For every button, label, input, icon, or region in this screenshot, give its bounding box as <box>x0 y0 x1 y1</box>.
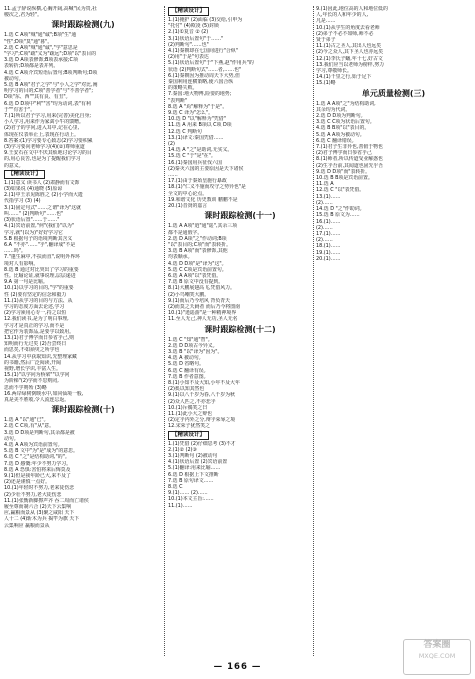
answer-line: 10.(1)年轻时不努力,老来徒伤悲 <box>4 485 75 492</box>
answer-line: 人,年长的人和年少的人, <box>316 12 369 19</box>
answer-line: 9.A 第一句是比喻。 <box>4 279 48 286</box>
answer-line: (3)如果说 (4)通晓 (5)原谅 <box>4 186 63 193</box>
answer-line: (2)君子博学而日参省乎己 <box>316 150 372 157</box>
answer-line: 的书籍,然后广泛阅读,开阔 <box>4 359 61 366</box>
answer-line: 贤于弟子 <box>316 37 336 44</box>
answer-line: 体现在仪表举止上,表现在行动上。 <box>4 131 79 138</box>
answer-line: 17.(1)…… <box>316 230 341 237</box>
answer-line: (3)学习要向老师学习(4)(②)尊师重道 <box>4 144 85 151</box>
answer-line: 6.选 C "之"是结构助词,"的"。 <box>4 454 70 461</box>
answer-line: 8.答案:(1)学习要专心致志(2)学习要积累 <box>4 137 93 144</box>
answer-line: 3.选 C C项为状语后置句。 <box>316 119 375 126</box>
answer-line: 19.和谐文化 历史教训 鹏鹏不是 <box>168 196 238 203</box>
answer-line: 7.秦国:地大物博,险要的地势; <box>168 91 232 98</box>
answer-line: 代指学习 (3) (4) <box>4 198 41 205</box>
answer-line: 12.(1)李氏子蟠,年十七,好古文 <box>316 55 383 62</box>
answer-line: "学习";C项"疏"义为"疏远";D项"以"表目的 <box>4 51 97 58</box>
answer-line: 5.选 D 省略句。 <box>168 361 204 368</box>
section-title: 课时跟踪检测(十一) <box>204 211 276 221</box>
answer-line: 1.选 A "以"通"已"。 <box>4 417 49 424</box>
answer-line: 12.选 C 判断句 <box>168 128 202 135</box>
answer-line: 秦国利用连横策略,使六国合纵 <box>168 79 234 86</box>
answer-line: 2.选 C C项,有"从"意。 <box>4 423 55 430</box>
answer-line: 知明而行无过矣 (2)吾尝终日 <box>4 341 67 348</box>
answer-line: 9.(1)以八千岁为春,八千岁为秋 <box>168 392 235 399</box>
answer-line: 的策略失败。 <box>168 85 198 92</box>
answer-line: 11.至人无己,神人无功,圣人无名 <box>168 316 238 323</box>
answer-line: (2)用"于是"句表达 <box>168 54 209 61</box>
answer-line: 2.(1)中王亲见陈胜之 (2)小学而大遗 <box>4 192 83 199</box>
answer-line: 1.选 A A项"之"为结构助词, <box>316 100 376 107</box>
answer-line: (2)奚以知其然也 <box>168 386 205 393</box>
answer-line: 视野,增长学识,丰富人生。 <box>4 365 61 372</box>
answer-line: 6.A "不亦"……"乎",翻译成"不是 <box>4 241 76 248</box>
answer-line: (2)…… <box>316 199 333 206</box>
answer-line: ……吗"。 <box>4 248 26 255</box>
answer-line: 为阶梯"(2)学而不思则罔, <box>4 378 59 385</box>
answer-line: 都不是通假字。 <box>168 229 203 236</box>
answer-line: 10.选 B B项是宾语前置。 <box>316 175 373 182</box>
answer-line: 9.(1)…… (2)…… <box>168 490 208 497</box>
answer-line: 应,赢粮而景从 (3)聚之咸阳 天下 <box>4 510 75 517</box>
section-label: 【精读设计】 <box>4 170 45 179</box>
answer-line: 6.选 C 翻译错误。 <box>316 137 357 144</box>
answer-line: 其余均为代词。 <box>316 106 351 113</box>
answer-line: 3.选 D A项表修饰;B项表承接;C项 <box>4 57 78 64</box>
answer-line: 12.选 C "以"表凭借。 <box>316 187 365 194</box>
answer-line: (2)君子的学问,进入耳中,记在心里, <box>4 125 80 132</box>
answer-line: 4.选 D D项"是"译为"这"。 <box>168 260 227 267</box>
answer-line: 10.(1)斥鷃笑之曰 <box>168 404 208 411</box>
answer-line: (2) <box>168 141 175 148</box>
answer-line: "以"表目的;C项"而"表转折。 <box>168 241 231 248</box>
answer-line: (2)今之众人,其下圣人也亦远矣 <box>316 49 384 56</box>
answer-line: 11.(1)…… <box>168 502 193 509</box>
column-3 <box>316 6 471 656</box>
answer-line: 2.选 D D项古今异义。 <box>168 342 218 349</box>
answer-line: (2)定乎内外之分,辩乎荣辱之境 <box>168 417 236 424</box>
answer-line: 4.(1)状语后置 (2)宾语前置 <box>168 459 228 466</box>
answer-line: 全文的中心论点。 <box>168 190 208 197</box>
answer-line: 10.选 D "以"解释为"凭借" <box>168 116 226 123</box>
answer-line: 15.(1)略 <box>316 80 336 87</box>
answer-line: 均表顺承。 <box>168 254 193 261</box>
answer-line: 10.(1)从学生的角度去看老师 <box>316 24 380 31</box>
answer-line: (2)…… <box>316 237 333 244</box>
answer-line: 13.(1)…… <box>316 193 341 200</box>
column-1 <box>4 6 162 656</box>
section-title: 课时跟踪检测(十二) <box>204 324 276 334</box>
answer-line: 性。比喻论证,就事说理,层层递进 <box>4 272 76 279</box>
answer-line: 9.(1)但是我年龄已大,来不及了 <box>4 473 71 480</box>
answer-line: (3)状语后置"……于……" <box>4 217 60 224</box>
answer-line: 履至尊而制六合 (2)天下云集响 <box>4 504 72 511</box>
answer-line: 7.(1)所以君子学习,用来(完善)美化自身; <box>4 113 92 120</box>
answer-line: 1.选 A A项"逍"通"遥",其余三项 <box>168 223 238 230</box>
section-label: 【精读设计】 <box>168 431 209 440</box>
answer-line: D项"东、西""其有良、有丑"。 <box>4 94 71 101</box>
answer-line: 2.选 D D项为判断句。 <box>316 113 366 120</box>
answer-line: 4.选 C A项介宾短语后置句;B项判断句;D项 <box>4 69 98 76</box>
answer-line: 3.(1)状语后置句"于……" <box>168 35 224 42</box>
answer-line: 5.选 B A项"君子之学"与"小人之学"对比,阐 <box>4 82 98 89</box>
page-number: — 166 — <box>213 662 262 672</box>
answer-line: 3.(1)判断句 (2)被动句 <box>168 453 218 459</box>
answer-line: 8.选 B 通过对比突出了学习的重要 <box>4 266 79 273</box>
section-title: 课时跟踪检测(十) <box>51 405 115 415</box>
watermark-stamp <box>403 639 471 675</box>
answer-line: 学习,尊敬师长。 <box>316 68 352 75</box>
answer-line: 11.(1)张衡新脚擦声齐 吞二周而亡诸侯 <box>4 497 89 504</box>
answer-line: 15.选 B 原文为…… <box>316 212 360 219</box>
answer-line: 11.(1)此小大之辩也 <box>168 410 213 417</box>
answer-line: (2)众人匹之,不亦悲乎 <box>168 398 216 405</box>
answer-line: 3.选 B "以"译为"因为"。 <box>168 348 223 355</box>
answer-line: 学习的态度方面去论述,学习 <box>4 303 65 310</box>
answer-line: 15.选 C "于"是"在"。 <box>168 153 216 160</box>
answer-line: 5.选 C C项是宾语前置句。 <box>168 266 227 273</box>
answer-line: 11.选 A <box>316 181 334 188</box>
answer-line: 真是美不胜收,令人流连忘返。 <box>4 396 70 403</box>
answer-line: 4.选 B B项"以"表目的。 <box>316 125 370 132</box>
answer-line: 2.(1)② (2)③ <box>168 446 197 453</box>
answer-line: (2)还是谨慎一点好。 <box>4 479 51 486</box>
answer-line: 2.选 D A项"之"作动词;B项 <box>168 235 227 242</box>
answer-line: 8.(1)小知不及大知,小年不及大年 <box>168 379 240 386</box>
answer-line: 11.(1)从学习的目的与方法、从 <box>4 297 73 304</box>
answer-line: (2)小鸟嘲笑大鹏。 <box>168 291 210 298</box>
answer-line: 7.选 B 原文中没有提到。 <box>168 279 224 286</box>
column-divider <box>164 6 165 656</box>
answer-line: 14.(1)千里之行,始于足下 <box>316 74 372 81</box>
answer-line: 6.选 A A项"以"表凭借。 <box>168 272 222 279</box>
answer-line: 1.(1)意义 读书人 (2)肃静而有文饰 <box>4 179 80 186</box>
answer-line: 小人学习,用来作为家禽小牛的馈赠。 <box>4 119 84 126</box>
answer-line: 9.选 D D项"而"表转折。 <box>316 168 371 175</box>
answer-line: 8.(1)师者,所以传道受业解惑也 <box>316 156 383 163</box>
section-title: 课时跟踪检测(九) <box>51 20 115 30</box>
answer-line: 表转折;D项都是表并列。 <box>4 63 59 70</box>
column-2 <box>168 6 312 656</box>
answer-line: 10.(1)"逍遥游"是一种精神境界 <box>168 310 237 317</box>
answer-line: 明学习的目的;C项"善学者"与"不善学者"; <box>4 88 94 95</box>
answer-line: 4.选 A A项为宾语前置句。 <box>4 442 63 448</box>
answer-line: 13.我们应当以老师为榜样,努力 <box>316 61 385 68</box>
answer-line: (2)生乎吾前,其闻道也固先乎吾 <box>316 162 384 169</box>
answer-line: (2)学习须用心专一,持之以恒 <box>4 310 67 317</box>
answer-line: "托付" (4)欺凌 (5)封锁 <box>168 23 219 30</box>
answer-line: 被动句。 <box>4 75 24 82</box>
answer-line: 18.(1)…… <box>316 243 341 250</box>
answer-line: 状语 (2)判断句式"……者,……也" <box>168 66 242 73</box>
answer-line: 1.选 C "知"通"智"。 <box>168 336 213 343</box>
answer-line: (2)少壮不努力,老大徒伤悲 <box>4 491 62 498</box>
answer-line: 5.B 根据句子的语境判断其含义 <box>4 235 73 242</box>
answer-line: 2.(1)①复音 ② (2) <box>168 29 209 36</box>
answer-line: 8.(1)大鹏展翅高飞,凭借风力。 <box>168 285 235 292</box>
answer-line: 9.(1)而后乃今培风 背负青天 <box>168 297 231 304</box>
answer-line: 6.选 D 根据上下文推断 <box>168 471 219 478</box>
answer-line: 学习才是真正的学习,而不是 <box>4 322 65 329</box>
answer-line: 13.(1)君子博学而日参省乎己,则 <box>4 334 75 341</box>
answer-line: 动句。 <box>4 435 19 442</box>
answer-line: (2)秦灭六国的主要原因是天下诸侯 <box>168 165 244 172</box>
answer-line: 13.(1)译文:秦国凭借…… <box>168 134 224 141</box>
answer-line: 而思矣,不如须臾之所学也 <box>4 347 60 354</box>
answer-line: 15.(1)"以学问为桥梁""以学问 <box>4 372 70 379</box>
section-title: 单元质量检测(三) <box>361 88 426 98</box>
watermark-line2: MXQE.COM <box>418 652 456 660</box>
answer-line: 10.(1)本文主旨:…… <box>168 496 214 503</box>
answer-line: 8.选 C <box>168 484 183 491</box>
answer-line: 4.(1)秦朝却在七国间进行"合纵" <box>168 48 238 55</box>
answer-line: 5.(1)状语后置句"于"下燕,赵"作用兵"的 <box>168 60 254 67</box>
answer-line: 人十二 (4)斩木为兵 揭竿为旗 天下 <box>4 516 80 523</box>
answer-line: "性";D项"莫"通"暮"。 <box>4 38 53 45</box>
answer-line: 19.(1)…… <box>316 249 341 256</box>
answer-line: 10.(1)以学习的目的,"学"的重要 <box>4 285 74 292</box>
answer-line: 3.(1)固定句式"……之谓"译为"这就 <box>4 204 82 211</box>
answer-line: 12.宋荣子犹然笑之 <box>168 423 211 430</box>
watermark-line1: 答案圈 <box>423 640 451 650</box>
answer-line: 20.(1)…… <box>316 255 341 262</box>
answer-line: 3.选 D D项是判断句,其余都是被 <box>4 429 75 436</box>
answer-line: 16.(1)…… <box>316 218 341 225</box>
answer-line: 1.(1)掩护 (2)面临 (3)交给,引申为 <box>168 17 243 23</box>
answer-line: 7."蓬生麻中,不扶而直",说明外界环 <box>4 254 80 261</box>
answer-line: 凡是…… <box>316 18 336 25</box>
answer-line: 9.王安石在文中不厌其烦地讨论学习的目 <box>4 150 92 157</box>
answer-line: 把它作为装饰品,是要学以致用。 <box>4 328 75 335</box>
answer-line: 7.选 D 感慨:年少不努力学习。 <box>4 460 71 467</box>
answer-line: 9.选 C 译为"怎么"。 <box>168 110 214 117</box>
answer-line: 14.从学习中获取知识,先整理家藏 <box>4 353 77 360</box>
answer-line: 7.选 B 作者意图。 <box>168 373 209 380</box>
answer-line: 17.(1)由于秦始皇施行暴政 <box>168 178 227 185</box>
answer-line: 叫……" (2)判断句"……也" <box>4 210 64 217</box>
answer-line: 5.(1)翻译:用来比喻…… <box>168 465 221 472</box>
answer-line: 6.选 D D项中"利""害"均为动词,表"有利 <box>4 100 91 107</box>
section-label: 【精读设计】 <box>168 7 209 16</box>
answer-line: 2.选 C A项"城"通"诚","学"意思是 <box>4 44 78 51</box>
answer-line: 1.(1)凭借 (2)仔细思考 (3)不才 <box>168 440 236 447</box>
answer-line: 3.选 B A项"而"表修饰,其他 <box>168 248 228 255</box>
answer-line: 的意义。 <box>4 162 24 169</box>
answer-line: 5.选 B 文中"为"是"成为"的意思。 <box>4 448 78 455</box>
answer-line: …… <box>168 172 178 179</box>
answer-line: 9.(1)因此,地位高的人和地位低的 <box>316 6 388 12</box>
answer-line: 6.选 C 翻译有误。 <box>168 367 209 374</box>
answer-line: 8.选 A "焉"解释为"于是"。 <box>168 103 228 110</box>
answer-line: (2)判断句"……也" <box>168 41 209 48</box>
answer-line: 12.我们读书,是为了明白事理, <box>4 316 69 323</box>
answer-line: 性 (2)要有坚定的信念和毅力 <box>4 291 67 298</box>
column-divider <box>313 6 314 656</box>
answer-line: 6.(1)秦朝因为推动周天下大势,但 <box>168 72 240 79</box>
answer-line: 思而不学则殆 (3)略 <box>4 384 47 391</box>
answer-line: 学习,就"(以为)"好好学习它 <box>4 229 63 236</box>
answer-line: "表判断" <box>168 97 188 104</box>
answer-line: 11.选 A 用来 B项以 C项 D项 <box>168 122 232 129</box>
answer-line: 11.孟子辞说纵横,心胸开阔,高喊"民为贵,社 <box>4 6 97 12</box>
answer-line: 1.选 C A项"城"通"诚";B项"生"通 <box>4 32 77 39</box>
answer-line: 8.选 A 恐惧:害怕将来后悔莫及 <box>4 466 71 473</box>
answer-line: 的,用心良苦,也是为了提醒我们学习 <box>4 156 81 163</box>
answer-line: 于""有害于"。 <box>4 106 36 113</box>
answer-line: (2)而莫之夭阏者 而后乃今将图南 <box>168 303 241 310</box>
answer-line: 稷次之,君为轻"。 <box>4 12 43 19</box>
answer-line: 14.选 D "之"作助词。 <box>316 206 365 213</box>
answer-line: 4.(1)宾语前置,"何"(我们)"以为" <box>4 223 74 230</box>
answer-line: 20.(1)昔贤的嘉言 <box>168 203 208 210</box>
answer-line: 5.选 A A项为被动句。 <box>316 131 365 138</box>
answer-line: 18.(1)"仁义不施而攻守之势异也"是 <box>168 184 246 191</box>
answer-line: 16.(1)秦国用兵征伐六国 <box>168 159 222 166</box>
answer-line: (2)…… <box>316 224 333 231</box>
answer-line: 7.选 B 原句译文…… <box>168 477 214 484</box>
answer-line: 14.选 A "之"是助词,无实义。 <box>168 147 233 154</box>
answer-line: (2)弟子不必不如师,师不必 <box>316 30 374 37</box>
answer-line: 11.(1)古之圣人,其出人也远矣 <box>316 43 382 50</box>
answer-line: 4.选 A 被动句。 <box>168 355 204 362</box>
answer-line: 7.(1)君子生非异也,善假于物也 <box>316 144 383 151</box>
answer-line: 16.两岸绿树倒映水中,如同仙境一般, <box>4 390 84 397</box>
answer-line: 云集响应 赢粮而景从 <box>4 522 50 529</box>
answer-line: 境对人有影响。 <box>4 260 39 267</box>
